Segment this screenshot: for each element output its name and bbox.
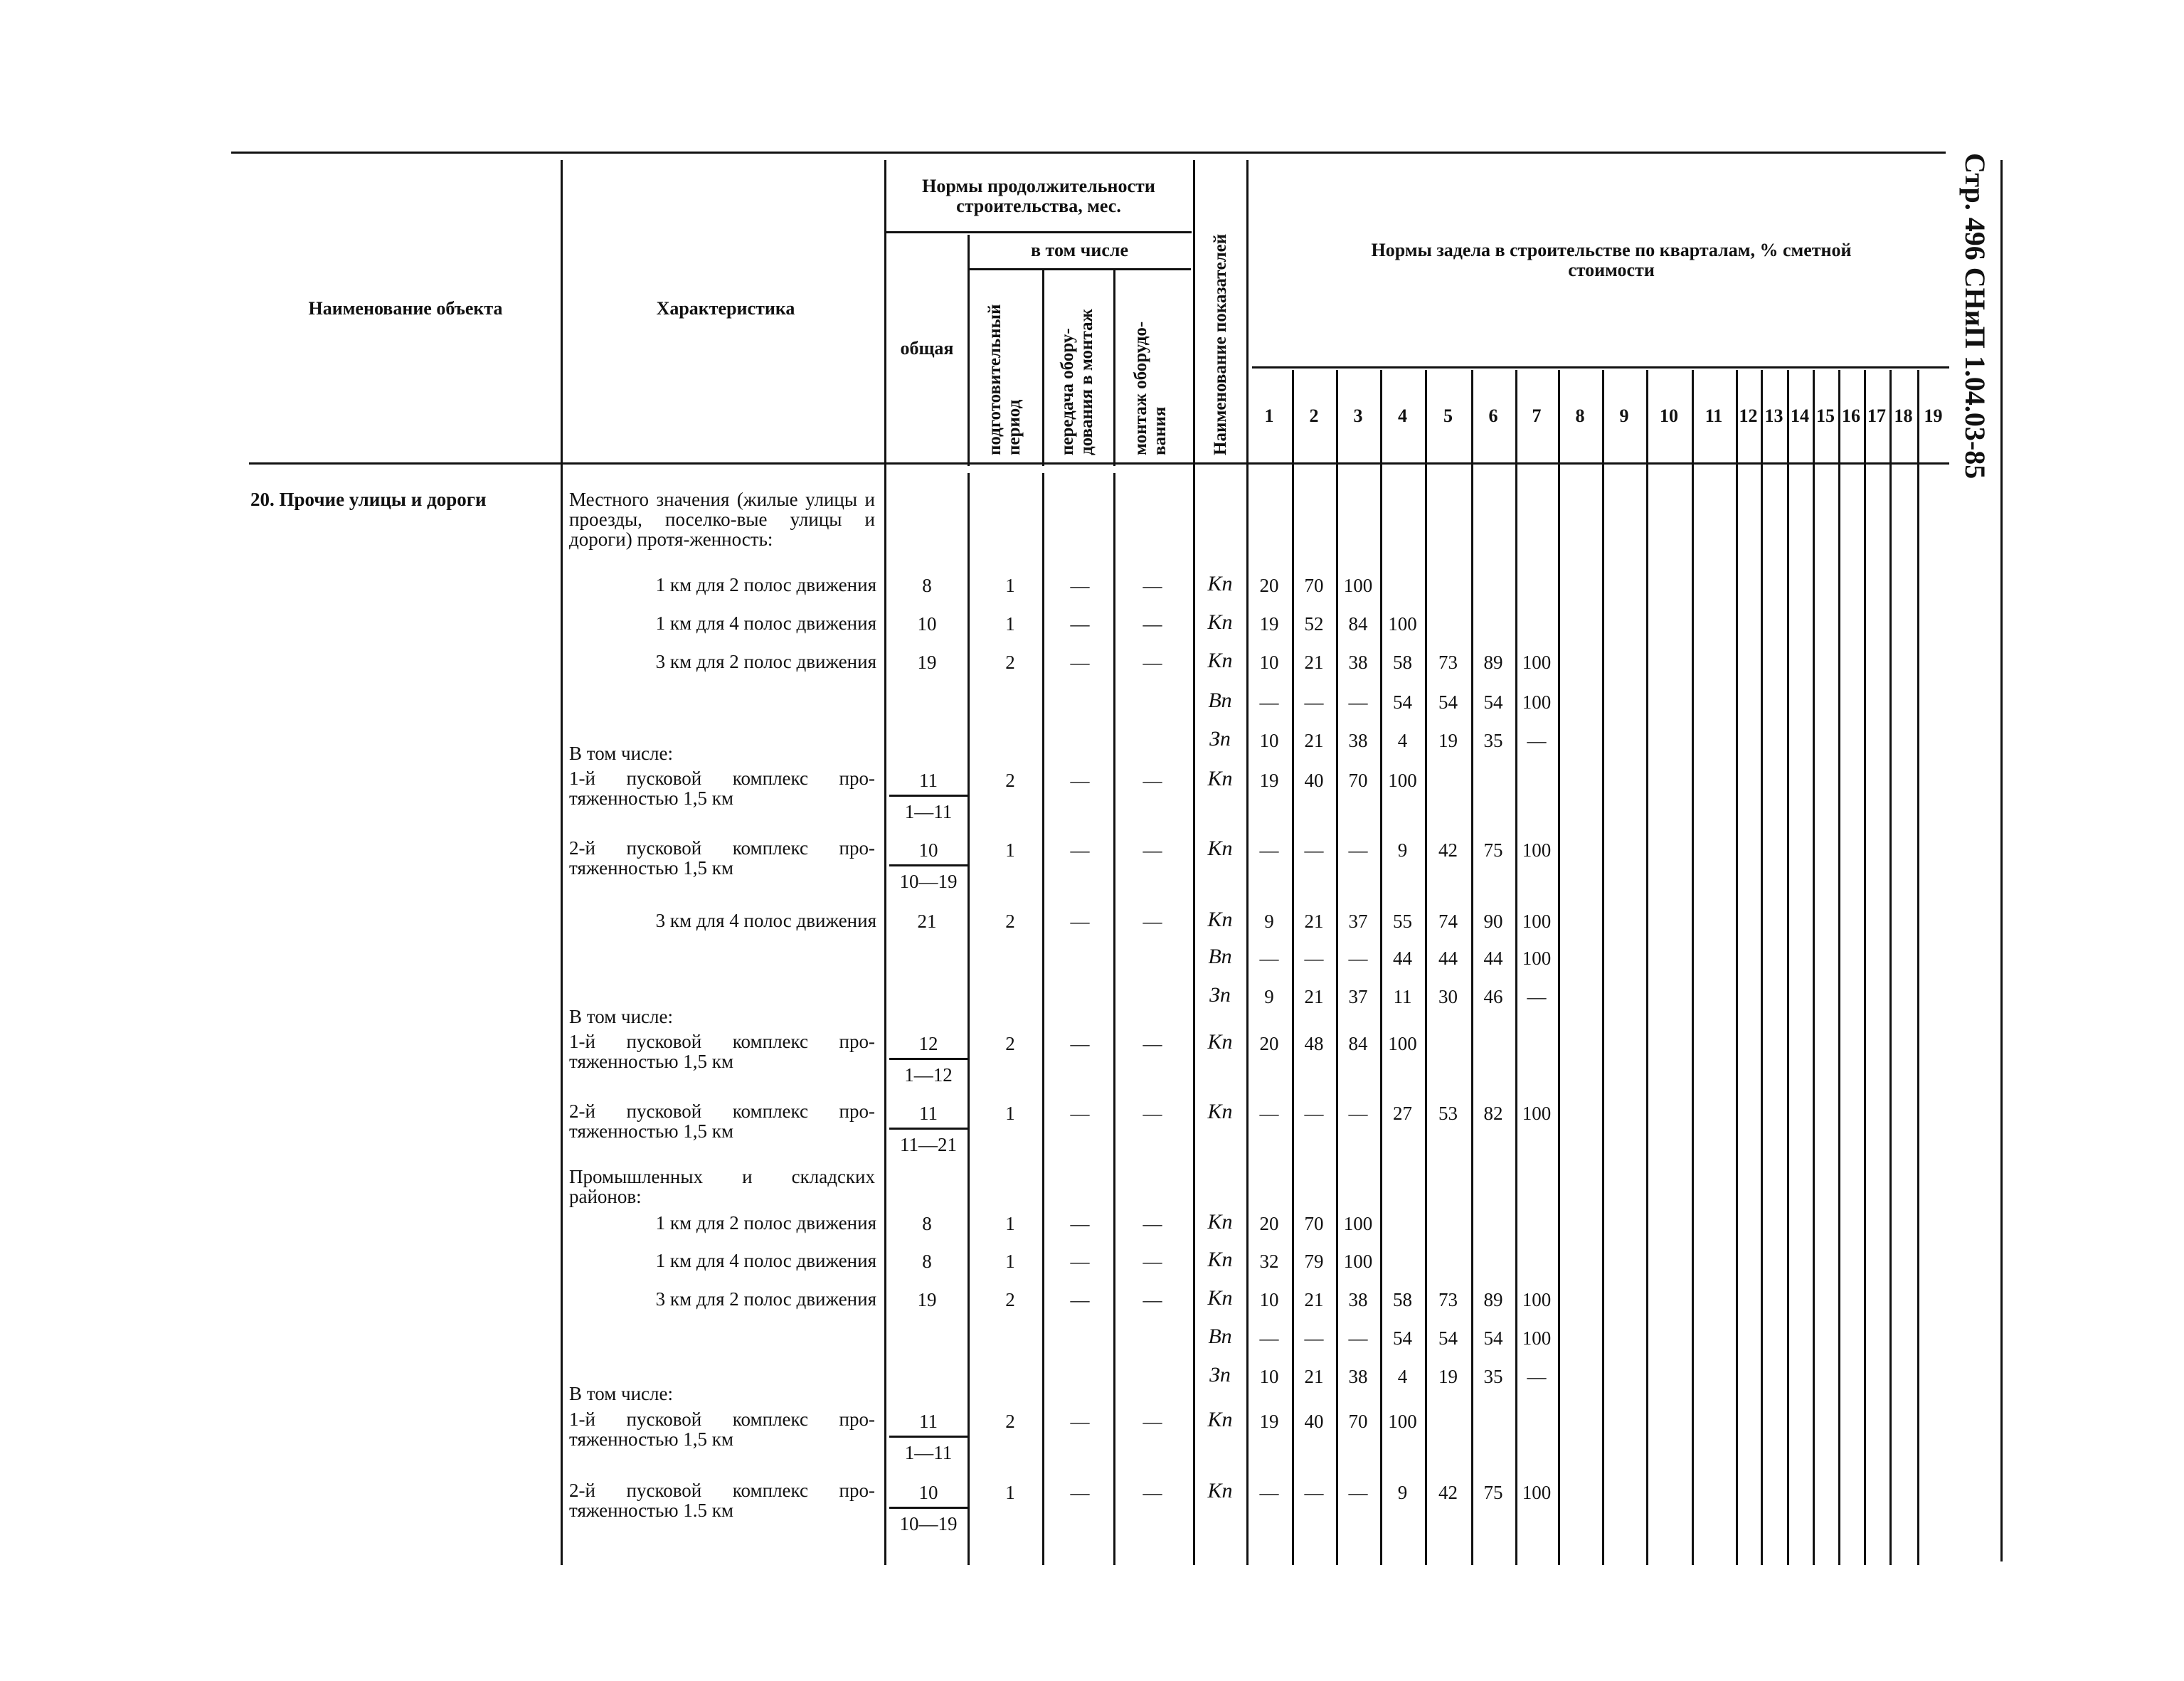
row-quarter-value: 75 <box>1483 1482 1503 1503</box>
quarter-number: 4 <box>1398 405 1407 426</box>
col-line-install-left <box>1113 270 1115 466</box>
row-quarter-value: 19 <box>1438 730 1458 751</box>
row-equipment-transfer: — <box>1070 1289 1090 1310</box>
quarter-number: 7 <box>1532 405 1542 426</box>
row-indicator: Кп <box>1207 1210 1233 1234</box>
row-quarter-value: 73 <box>1438 652 1458 673</box>
quarter-col-line <box>1864 370 1866 1565</box>
header-bottom-rule <box>249 462 1949 465</box>
row-prep-period: 2 <box>1005 1411 1015 1432</box>
row-quarter-value: 70 <box>1348 1411 1368 1432</box>
row-characteristic: 3 км для 2 полос движения <box>655 1288 876 1310</box>
row-total: 19 <box>917 652 937 673</box>
quarter-number: 14 <box>1791 405 1809 426</box>
row-indicator: Кп <box>1207 1286 1233 1310</box>
row-equipment-install: — <box>1143 1411 1162 1432</box>
row-total-range: 11—21 <box>900 1134 957 1155</box>
header-backlog-norms: Нормы задела в строительстве по кварталам, % сметной стоимости <box>1371 240 1852 280</box>
row-quarter-value: 38 <box>1348 1289 1368 1310</box>
row-equipment-install: — <box>1143 1289 1162 1310</box>
row-quarter-value: 21 <box>1304 986 1324 1007</box>
row-quarter-value: 19 <box>1259 1411 1279 1432</box>
row-quarter-value: — <box>1304 1103 1324 1124</box>
row-quarter-value: 100 <box>1522 948 1552 969</box>
row-total: 11 <box>889 1103 968 1130</box>
row-quarter-value: 89 <box>1483 652 1503 673</box>
header-indicator-name: Наименование показателей <box>1211 233 1230 455</box>
row-equipment-install: — <box>1143 911 1162 932</box>
row-quarter-value: 100 <box>1343 1251 1373 1272</box>
quarter-number: 8 <box>1575 405 1585 426</box>
row-quarter-value: 48 <box>1304 1033 1324 1054</box>
duration-group-rule <box>886 231 1192 233</box>
row-equipment-transfer: — <box>1070 575 1090 596</box>
row-equipment-install: — <box>1143 1103 1162 1124</box>
row-quarter-value: 32 <box>1259 1251 1279 1272</box>
row-indicator: Кп <box>1207 1479 1233 1502</box>
row-characteristic: 3 км для 2 полос движения <box>655 651 876 672</box>
row-quarter-value: 4 <box>1397 730 1408 751</box>
row-total-fraction <box>889 839 968 893</box>
row-equipment-transfer: — <box>1070 770 1090 791</box>
row-quarter-value: 20 <box>1259 1213 1279 1234</box>
col-line-char-left <box>561 160 563 1565</box>
row-quarter-value: 10 <box>1259 1366 1279 1387</box>
quarter-number: 6 <box>1488 405 1498 426</box>
row-characteristic: 2-й пусковой комплекс про-тяженностью 1.5 км <box>569 1480 875 1521</box>
row-quarter-value: — <box>1348 948 1368 969</box>
row-quarter-value: 100 <box>1522 1289 1552 1310</box>
col-line-total-left <box>884 160 886 1565</box>
quarter-number: 15 <box>1816 405 1835 426</box>
row-quarter-value: — <box>1304 948 1324 969</box>
row-equipment-install: — <box>1143 839 1162 861</box>
row-equipment-install: — <box>1143 652 1162 673</box>
row-prep-period: 2 <box>1005 1033 1015 1054</box>
header-object-name: Наименование объекта <box>308 298 503 319</box>
row-quarter-value: 58 <box>1393 652 1412 673</box>
row-quarter-value: 100 <box>1522 691 1552 713</box>
row-total-range: 1—11 <box>904 801 953 822</box>
row-total: 8 <box>922 575 932 596</box>
row-total-fraction <box>889 1482 968 1535</box>
row-quarter-value: 4 <box>1397 1366 1408 1387</box>
row-prep-period: 1 <box>1005 613 1015 635</box>
quarter-number: 18 <box>1894 405 1913 426</box>
row-total-fraction <box>889 1103 968 1156</box>
row-quarter-value: 10 <box>1259 730 1279 751</box>
row-indicator: Кп <box>1207 1248 1233 1271</box>
row-quarter-value: 89 <box>1483 1289 1503 1310</box>
quarter-number: 5 <box>1443 405 1453 426</box>
row-quarter-value: — <box>1259 1327 1279 1349</box>
row-characteristic: 3 км для 4 полос движения <box>655 910 876 931</box>
row-quarter-value: 30 <box>1438 986 1458 1007</box>
row-indicator: Зп <box>1209 727 1231 751</box>
row-quarter-value: 46 <box>1483 986 1503 1007</box>
col-line-transfer-left-body <box>1042 473 1044 1565</box>
row-quarter-value: 9 <box>1264 911 1274 932</box>
col-line-transfer-left <box>1042 270 1044 466</box>
row-equipment-install: — <box>1143 1482 1162 1503</box>
text-block-including-1: В том числе: <box>569 743 673 764</box>
row-equipment-transfer: — <box>1070 1482 1090 1503</box>
row-quarter-value: 38 <box>1348 652 1368 673</box>
row-quarter-value: 52 <box>1304 613 1324 635</box>
row-quarter-value: 84 <box>1348 613 1368 635</box>
row-quarter-value: 79 <box>1304 1251 1324 1272</box>
row-indicator: Кп <box>1207 572 1233 595</box>
row-quarter-value: 70 <box>1304 575 1324 596</box>
row-equipment-transfer: — <box>1070 839 1090 861</box>
row-equipment-install: — <box>1143 1213 1162 1234</box>
row-prep-period: 1 <box>1005 1482 1015 1503</box>
row-total: 8 <box>922 1213 932 1234</box>
row-quarter-value: 37 <box>1348 911 1368 932</box>
row-equipment-install: — <box>1143 770 1162 791</box>
row-equipment-transfer: — <box>1070 1411 1090 1432</box>
quarter-col-line <box>1602 370 1604 1565</box>
row-quarter-value: 100 <box>1522 1103 1552 1124</box>
row-characteristic: 2-й пусковой комплекс про-тяженностью 1,5 км <box>569 837 875 879</box>
header-total: общая <box>900 338 954 359</box>
row-quarter-value: 20 <box>1259 1033 1279 1054</box>
row-equipment-transfer: — <box>1070 1033 1090 1054</box>
row-indicator: Кп <box>1207 837 1233 860</box>
col-line-prep-left-body <box>968 473 970 1565</box>
row-quarter-value: 40 <box>1304 770 1324 791</box>
sidebar-rule <box>2000 160 2003 1561</box>
row-quarter-value: 21 <box>1304 652 1324 673</box>
row-equipment-transfer: — <box>1070 652 1090 673</box>
row-quarter-value: 21 <box>1304 730 1324 751</box>
quarter-number: 2 <box>1309 405 1319 426</box>
row-equipment-install: — <box>1143 575 1162 596</box>
quarter-number: 1 <box>1264 405 1274 426</box>
row-quarter-value: — <box>1527 986 1547 1007</box>
row-quarter-value: 100 <box>1522 911 1552 932</box>
header-equipment-transfer: передача обору-дования в монтаж <box>1058 309 1096 455</box>
row-prep-period: 2 <box>1005 1289 1015 1310</box>
row-quarter-value: 100 <box>1388 770 1417 791</box>
row-total-range: 10—19 <box>899 871 958 892</box>
row-quarter-value: 74 <box>1438 911 1458 932</box>
row-quarter-value: 100 <box>1522 1327 1552 1349</box>
row-indicator: Вп <box>1208 945 1232 968</box>
quarter-number: 11 <box>1705 405 1723 426</box>
top-rule <box>231 152 1946 154</box>
row-total-fraction <box>889 1033 968 1086</box>
row-quarter-value: 42 <box>1438 839 1458 861</box>
row-characteristic: 1 км для 2 полос движения <box>655 574 876 595</box>
row-characteristic: 1 км для 2 полос движения <box>655 1212 876 1234</box>
quarter-number: 16 <box>1842 405 1860 426</box>
row-quarter-value: 20 <box>1259 575 1279 596</box>
row-quarter-value: — <box>1527 730 1547 751</box>
quarter-col-line <box>1787 370 1789 1565</box>
row-quarter-value: 54 <box>1393 691 1412 713</box>
row-characteristic: 2-й пусковой комплекс про-тяженностью 1,5 км <box>569 1101 875 1142</box>
row-quarter-value: — <box>1348 839 1368 861</box>
row-quarter-value: 82 <box>1483 1103 1503 1124</box>
row-quarter-value: 84 <box>1348 1033 1368 1054</box>
quarter-col-line <box>1813 370 1815 1565</box>
row-quarter-value: 42 <box>1438 1482 1458 1503</box>
row-quarter-value: 19 <box>1259 770 1279 791</box>
col-line-quarters-left <box>1246 160 1249 1565</box>
row-indicator: Кп <box>1207 908 1233 931</box>
row-quarter-value: 100 <box>1343 575 1373 596</box>
row-prep-period: 2 <box>1005 652 1015 673</box>
quarter-number: 9 <box>1619 405 1629 426</box>
row-quarter-value: 44 <box>1438 948 1458 969</box>
row-quarter-value: — <box>1348 1103 1368 1124</box>
row-indicator: Кп <box>1207 610 1233 634</box>
row-total: 10 <box>889 839 968 866</box>
row-total: 19 <box>917 1289 937 1310</box>
quarter-col-line <box>1889 370 1892 1565</box>
row-quarter-value: 100 <box>1343 1213 1373 1234</box>
row-total-range: 10—19 <box>899 1513 958 1534</box>
row-quarter-value: — <box>1259 839 1279 861</box>
row-quarter-value: — <box>1348 1482 1368 1503</box>
row-quarter-value: 100 <box>1522 652 1552 673</box>
row-total-range: 1—12 <box>904 1064 953 1086</box>
header-including: в том числе <box>1031 240 1128 260</box>
quarter-col-line <box>1917 370 1919 1565</box>
col-line-indicator-left <box>1193 160 1195 1565</box>
quarter-number: 19 <box>1924 405 1943 426</box>
row-quarter-value: 9 <box>1397 839 1408 861</box>
quarter-col-line <box>1838 370 1840 1565</box>
row-indicator: Вп <box>1208 689 1232 712</box>
row-equipment-install: — <box>1143 1033 1162 1054</box>
row-quarter-value: 9 <box>1397 1482 1408 1503</box>
sidebar-page-title: Стр. 496 СНиП 1.04.03-85 <box>1959 153 1991 479</box>
row-quarter-value: 10 <box>1259 652 1279 673</box>
quarter-col-line <box>1736 370 1738 1565</box>
row-prep-period: 1 <box>1005 1103 1015 1124</box>
row-quarter-value: 54 <box>1438 1327 1458 1349</box>
row-total: 10 <box>889 1482 968 1509</box>
row-quarter-value: — <box>1304 691 1324 713</box>
row-quarter-value: 44 <box>1483 948 1503 969</box>
row-quarter-value: — <box>1259 1482 1279 1503</box>
row-characteristic: 1-й пусковой комплекс про-тяженностью 1,5 км <box>569 1031 875 1072</box>
row-quarter-value: 90 <box>1483 911 1503 932</box>
row-quarter-value: 75 <box>1483 839 1503 861</box>
row-quarter-value: 53 <box>1438 1103 1458 1124</box>
row-prep-period: 2 <box>1005 770 1015 791</box>
col-line-install-left-body <box>1113 473 1115 1565</box>
row-characteristic: 1 км для 4 полос движения <box>655 613 876 634</box>
row-quarter-value: 70 <box>1304 1213 1324 1234</box>
row-equipment-transfer: — <box>1070 1251 1090 1272</box>
row-quarter-value: 21 <box>1304 1289 1324 1310</box>
row-quarter-value: 27 <box>1393 1103 1412 1124</box>
row-quarter-value: 19 <box>1259 613 1279 635</box>
row-equipment-transfer: — <box>1070 1103 1090 1124</box>
row-quarter-value: 55 <box>1393 911 1412 932</box>
row-quarter-value: 38 <box>1348 730 1368 751</box>
row-quarter-value: — <box>1259 948 1279 969</box>
row-quarter-value: 54 <box>1483 691 1503 713</box>
row-equipment-install: — <box>1143 613 1162 635</box>
row-quarter-value: 73 <box>1438 1289 1458 1310</box>
row-quarter-value: 54 <box>1393 1327 1412 1349</box>
text-block-including-3: В том числе: <box>569 1383 673 1404</box>
quarter-col-line <box>1646 370 1648 1565</box>
row-quarter-value: 44 <box>1393 948 1412 969</box>
row-quarter-value: 58 <box>1393 1289 1412 1310</box>
object-name: 20. Прочие улицы и дороги <box>250 489 487 510</box>
header-equipment-install: монтаж оборудо-вания <box>1131 321 1170 455</box>
row-quarter-value: — <box>1348 691 1368 713</box>
row-indicator: Кп <box>1207 649 1233 672</box>
row-equipment-transfer: — <box>1070 911 1090 932</box>
row-total-fraction <box>889 1411 968 1464</box>
row-indicator: Кп <box>1207 767 1233 790</box>
row-total-fraction <box>889 770 968 823</box>
row-quarter-value: 35 <box>1483 730 1503 751</box>
row-total: 11 <box>889 1411 968 1438</box>
col-line-prep-left <box>968 235 970 466</box>
row-quarter-value: 21 <box>1304 911 1324 932</box>
row-quarter-value: 19 <box>1438 1366 1458 1387</box>
row-equipment-transfer: — <box>1070 1213 1090 1234</box>
quarter-col-line <box>1692 370 1694 1565</box>
row-indicator: Зп <box>1209 1363 1231 1386</box>
row-quarter-value: 40 <box>1304 1411 1324 1432</box>
row-prep-period: 1 <box>1005 839 1015 861</box>
row-prep-period: 1 <box>1005 1213 1015 1234</box>
row-total: 12 <box>889 1033 968 1060</box>
row-characteristic: 1-й пусковой комплекс про-тяженностью 1,5 км <box>569 768 875 809</box>
quarter-number: 13 <box>1764 405 1783 426</box>
row-quarter-value: — <box>1304 1482 1324 1503</box>
quarter-number: 17 <box>1867 405 1886 426</box>
row-quarter-value: — <box>1527 1366 1547 1387</box>
quarter-number: 12 <box>1739 405 1758 426</box>
header-prep-period: подготовительный период <box>985 304 1024 455</box>
row-quarter-value: 35 <box>1483 1366 1503 1387</box>
row-indicator: Кп <box>1207 1030 1233 1054</box>
row-quarter-value: 100 <box>1522 1482 1552 1503</box>
row-quarter-value: 54 <box>1438 691 1458 713</box>
row-quarter-value: 100 <box>1388 613 1417 635</box>
row-quarter-value: — <box>1259 691 1279 713</box>
row-quarter-value: 10 <box>1259 1289 1279 1310</box>
row-quarter-value: 54 <box>1483 1327 1503 1349</box>
header-characteristic: Характеристика <box>656 298 795 319</box>
row-quarter-value: 38 <box>1348 1366 1368 1387</box>
row-quarter-value: 37 <box>1348 986 1368 1007</box>
text-block-including-2: В том числе: <box>569 1006 673 1027</box>
row-total: 21 <box>917 911 937 932</box>
quarters-rule <box>1252 366 1949 368</box>
text-block-local: Местного значения (жилые улицы и проезды, поселко-вые улицы и дороги) протя-женность: <box>569 489 875 550</box>
row-prep-period: 1 <box>1005 1251 1015 1272</box>
row-indicator: Зп <box>1209 983 1231 1007</box>
row-prep-period: 2 <box>1005 911 1015 932</box>
row-indicator: Кп <box>1207 1408 1233 1431</box>
row-total-range: 1—11 <box>904 1442 953 1463</box>
quarter-number: 10 <box>1660 405 1678 426</box>
row-quarter-value: 70 <box>1348 770 1368 791</box>
row-quarter-value: 21 <box>1304 1366 1324 1387</box>
row-indicator: Кп <box>1207 1100 1233 1123</box>
row-equipment-transfer: — <box>1070 613 1090 635</box>
row-quarter-value: 11 <box>1393 986 1412 1007</box>
row-quarter-value: 9 <box>1264 986 1274 1007</box>
row-quarter-value: — <box>1348 1327 1368 1349</box>
including-rule <box>969 268 1191 270</box>
row-total: 10 <box>917 613 937 635</box>
row-prep-period: 1 <box>1005 575 1015 596</box>
row-quarter-value: 100 <box>1522 839 1552 861</box>
quarter-number: 3 <box>1353 405 1363 426</box>
row-quarter-value: — <box>1304 839 1324 861</box>
header-duration-norms: Нормы продолжительности строительства, мес. <box>922 176 1155 216</box>
row-characteristic: 1 км для 4 полос движения <box>655 1250 876 1271</box>
row-quarter-value: 100 <box>1388 1033 1417 1054</box>
row-quarter-value: — <box>1304 1327 1324 1349</box>
row-characteristic: 1-й пусковой комплекс про-тяженностью 1,5 км <box>569 1409 875 1450</box>
row-indicator: Вп <box>1208 1325 1232 1348</box>
row-quarter-value: 100 <box>1388 1411 1417 1432</box>
quarter-col-line <box>1761 370 1763 1565</box>
row-total: 8 <box>922 1251 932 1272</box>
row-total: 11 <box>889 770 968 797</box>
row-quarter-value: — <box>1259 1103 1279 1124</box>
row-equipment-install: — <box>1143 1251 1162 1272</box>
text-block-industrial: Промышленных и складских районов: <box>569 1166 875 1207</box>
